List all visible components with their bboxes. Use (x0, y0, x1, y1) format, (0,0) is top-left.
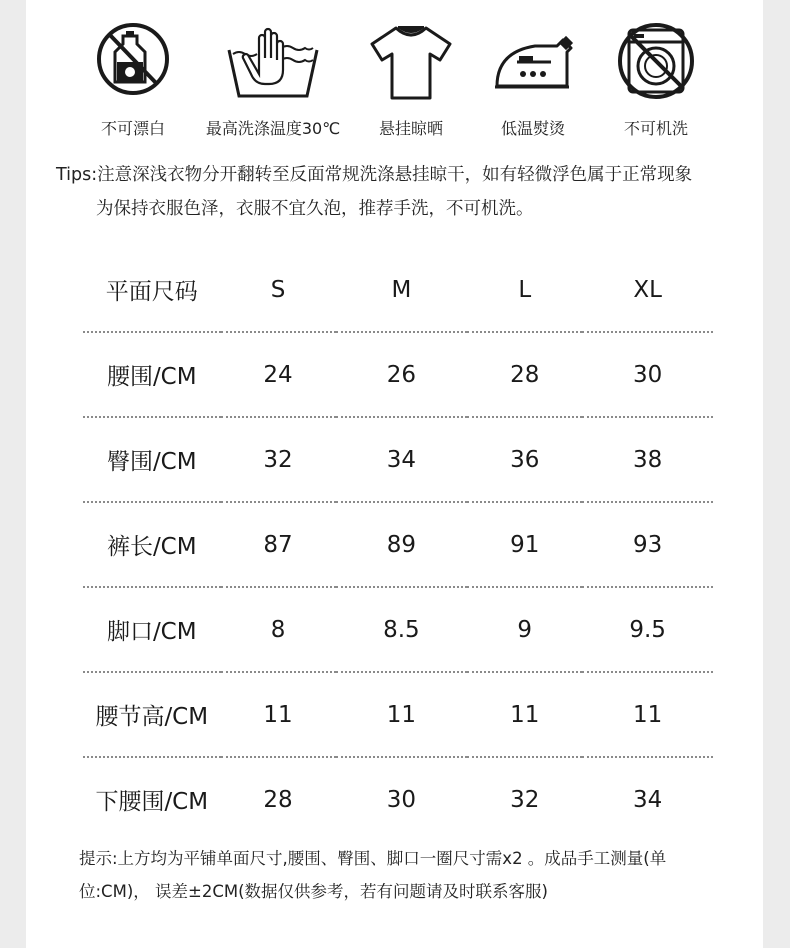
care-label: 悬挂晾晒 (378, 119, 443, 138)
size-value: 9 (467, 587, 582, 672)
size-value: 24 (221, 332, 336, 417)
hang-dry-icon (366, 14, 456, 104)
size-value: 34 (336, 417, 468, 502)
size-value: 91 (467, 502, 582, 587)
care-label: 不可漂白 (100, 119, 165, 138)
row-label: 腰节高/CM (83, 672, 221, 757)
no-machine-wash-icon (616, 14, 696, 104)
size-value: 11 (336, 672, 468, 757)
care-item-low-iron (463, 14, 603, 139)
note-line-1: 提示:上方均为平铺单面尺寸,腰围、臀围、脚口一圈尺寸需x2 。成品手工测量(单 (79, 849, 667, 868)
size-value: 87 (221, 502, 336, 587)
size-value: 11 (582, 672, 713, 757)
care-tips (56, 158, 756, 226)
size-value: 26 (336, 332, 468, 417)
size-value: 11 (221, 672, 336, 757)
size-value: 36 (467, 417, 582, 502)
size-row-rise (83, 672, 713, 757)
size-row-waist (83, 332, 713, 417)
size-row-hip (83, 417, 713, 502)
measurement-note (79, 842, 729, 908)
size-value: 28 (467, 332, 582, 417)
care-item-hand-wash (203, 14, 343, 139)
note-line-2: 位:CM)， 误差±2CM(数据仅供参考，若有问题请及时联系客服) (79, 882, 548, 901)
row-label: 脚口/CM (83, 587, 221, 672)
size-value: 89 (336, 502, 468, 587)
size-row-length (83, 502, 713, 587)
hand-wash-icon (223, 14, 323, 104)
size-header-row (83, 248, 713, 332)
care-label: 不可机洗 (623, 119, 688, 138)
row-label: 臀围/CM (83, 417, 221, 502)
size-value: 11 (467, 672, 582, 757)
size-value: 28 (263, 786, 293, 813)
low-iron-icon (483, 14, 583, 104)
size-value: 8.5 (336, 587, 468, 672)
size-header-label: 平面尺码 (83, 248, 221, 332)
row-label: 裤长/CM (83, 502, 221, 587)
tips-line-2: 为保持衣服色泽，衣服不宜久泡，推荐手洗，不可机洗。 (96, 199, 534, 219)
size-value: 32 (221, 417, 336, 502)
size-chart (83, 248, 713, 841)
size-value: 34 (632, 786, 663, 813)
size-row-lower-waist (83, 757, 713, 841)
row-label: 下腰围/CM (95, 789, 209, 815)
care-item-no-bleach (63, 14, 203, 139)
care-label: 最高洗涤温度30℃ (205, 119, 341, 138)
size-value: 93 (582, 502, 713, 587)
size-value: 30 (386, 786, 417, 813)
size-value: 30 (582, 332, 713, 417)
size-header-xl: XL (582, 248, 713, 332)
size-header-m: M (336, 248, 468, 332)
size-value: 9.5 (582, 587, 713, 672)
size-value: 8 (221, 587, 336, 672)
care-item-no-machine-wash (586, 14, 726, 139)
care-instructions (0, 0, 790, 150)
care-label: 低温熨烫 (500, 119, 565, 138)
tips-line-1: Tips:注意深浅衣物分开翻转至反面常规洗涤悬挂晾干，如有轻微浮色属于正常现象 (56, 165, 693, 185)
no-bleach-icon (93, 14, 173, 104)
size-value: 38 (582, 417, 713, 502)
size-header-l: L (467, 248, 582, 332)
size-row-hem (83, 587, 713, 672)
care-item-hang-dry (341, 14, 481, 139)
size-header-s: S (221, 248, 336, 332)
row-label: 腰围/CM (83, 332, 221, 417)
size-value: 32 (510, 786, 540, 813)
